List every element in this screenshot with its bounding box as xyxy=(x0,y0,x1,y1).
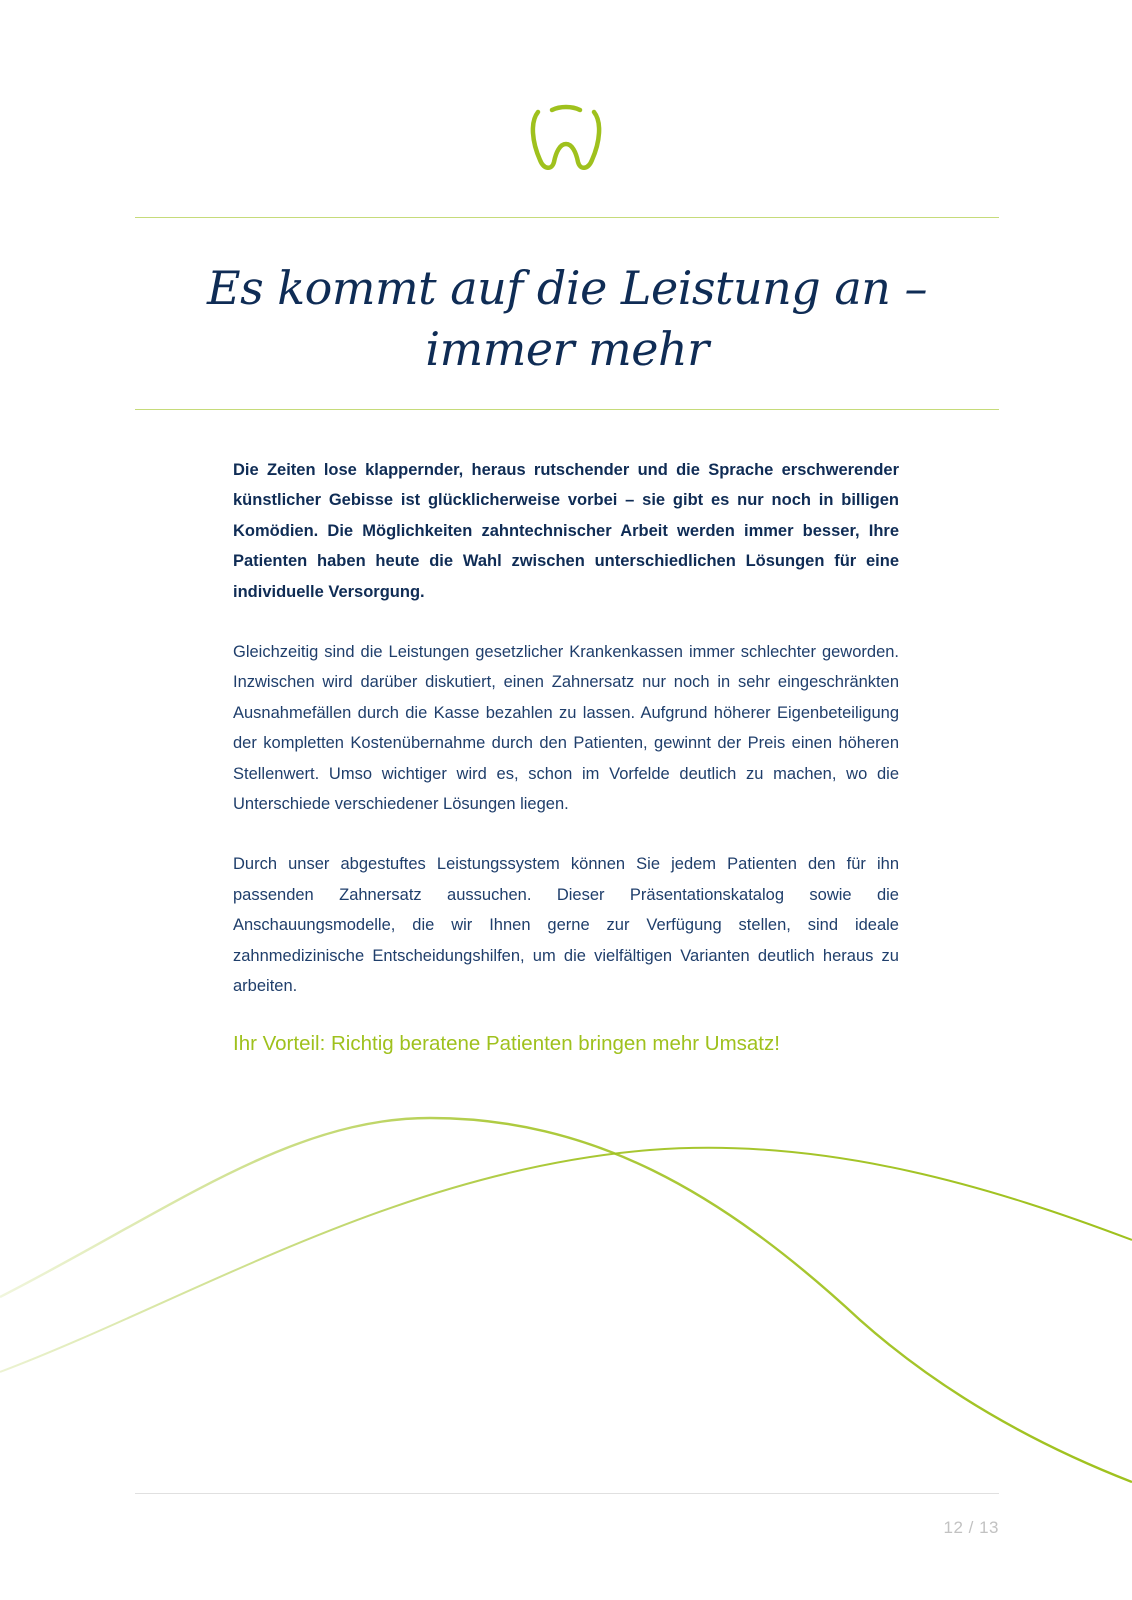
page-number: 12 / 13 xyxy=(943,1518,999,1537)
wave-line-2 xyxy=(0,1148,1132,1372)
top-divider xyxy=(135,217,999,218)
call-to-action: Ihr Vorteil: Richtig beratene Patienten bringen mehr Umsatz! xyxy=(233,1031,780,1055)
page-title xyxy=(135,258,999,380)
body-paragraph: Gleichzeitig sind die Leistungen gesetzlicher Krankenkassen immer schlechter geworden. Inzwischen wird darüber diskutiert, einen Zahnersatz nur noch in sehr eingeschränkten Ausnahmefällen durch die Kasse bezahlen zu lassen. Aufgrund höherer Eigenbeteiligung der kompletten Kostenübernahme durch den Patienten, gewinnt der Preis einen höheren Stellenwert. Umso wichtiger wird es, schon im Vorfelde deutlich zu machen, wo die Unterschiede verschiedener Lösungen liegen. xyxy=(233,643,899,814)
footer-divider xyxy=(135,1493,999,1494)
page-title-line-1: Es kommt auf die Leistung an – xyxy=(207,261,927,315)
lead-paragraph: Die Zeiten lose klappernder, heraus rutschender und die Sprache erschwerender künstlicher Gebisse ist glücklicherweise vorbei – sie gibt es nur noch in billigen Komödien. Die Möglichkeiten zahntechnischer Arbeit werden immer besser, Ihre Patienten haben heute die Wahl zwischen unterschiedlichen Lösungen für eine individuelle Versorgung. xyxy=(233,461,899,601)
page-title-line-2: immer mehr xyxy=(425,322,709,376)
body-paragraph: Durch unser abgestuftes Leistungssystem können Sie jedem Patienten den für ihn passenden Zahnersatz aussuchen. Dieser Präsentationskatalog sowie die Anschauungsmodelle, die wir Ihnen gerne zur Verfügung stellen, sind ideale zahnmedizinische Entscheidungshilfen, um die vielfältigen Varianten deutlich heraus zu arbeiten. xyxy=(233,855,899,996)
tooth-icon xyxy=(530,104,602,174)
decorative-waves xyxy=(0,1100,1132,1520)
title-divider xyxy=(135,409,999,410)
body-text xyxy=(233,455,899,1058)
